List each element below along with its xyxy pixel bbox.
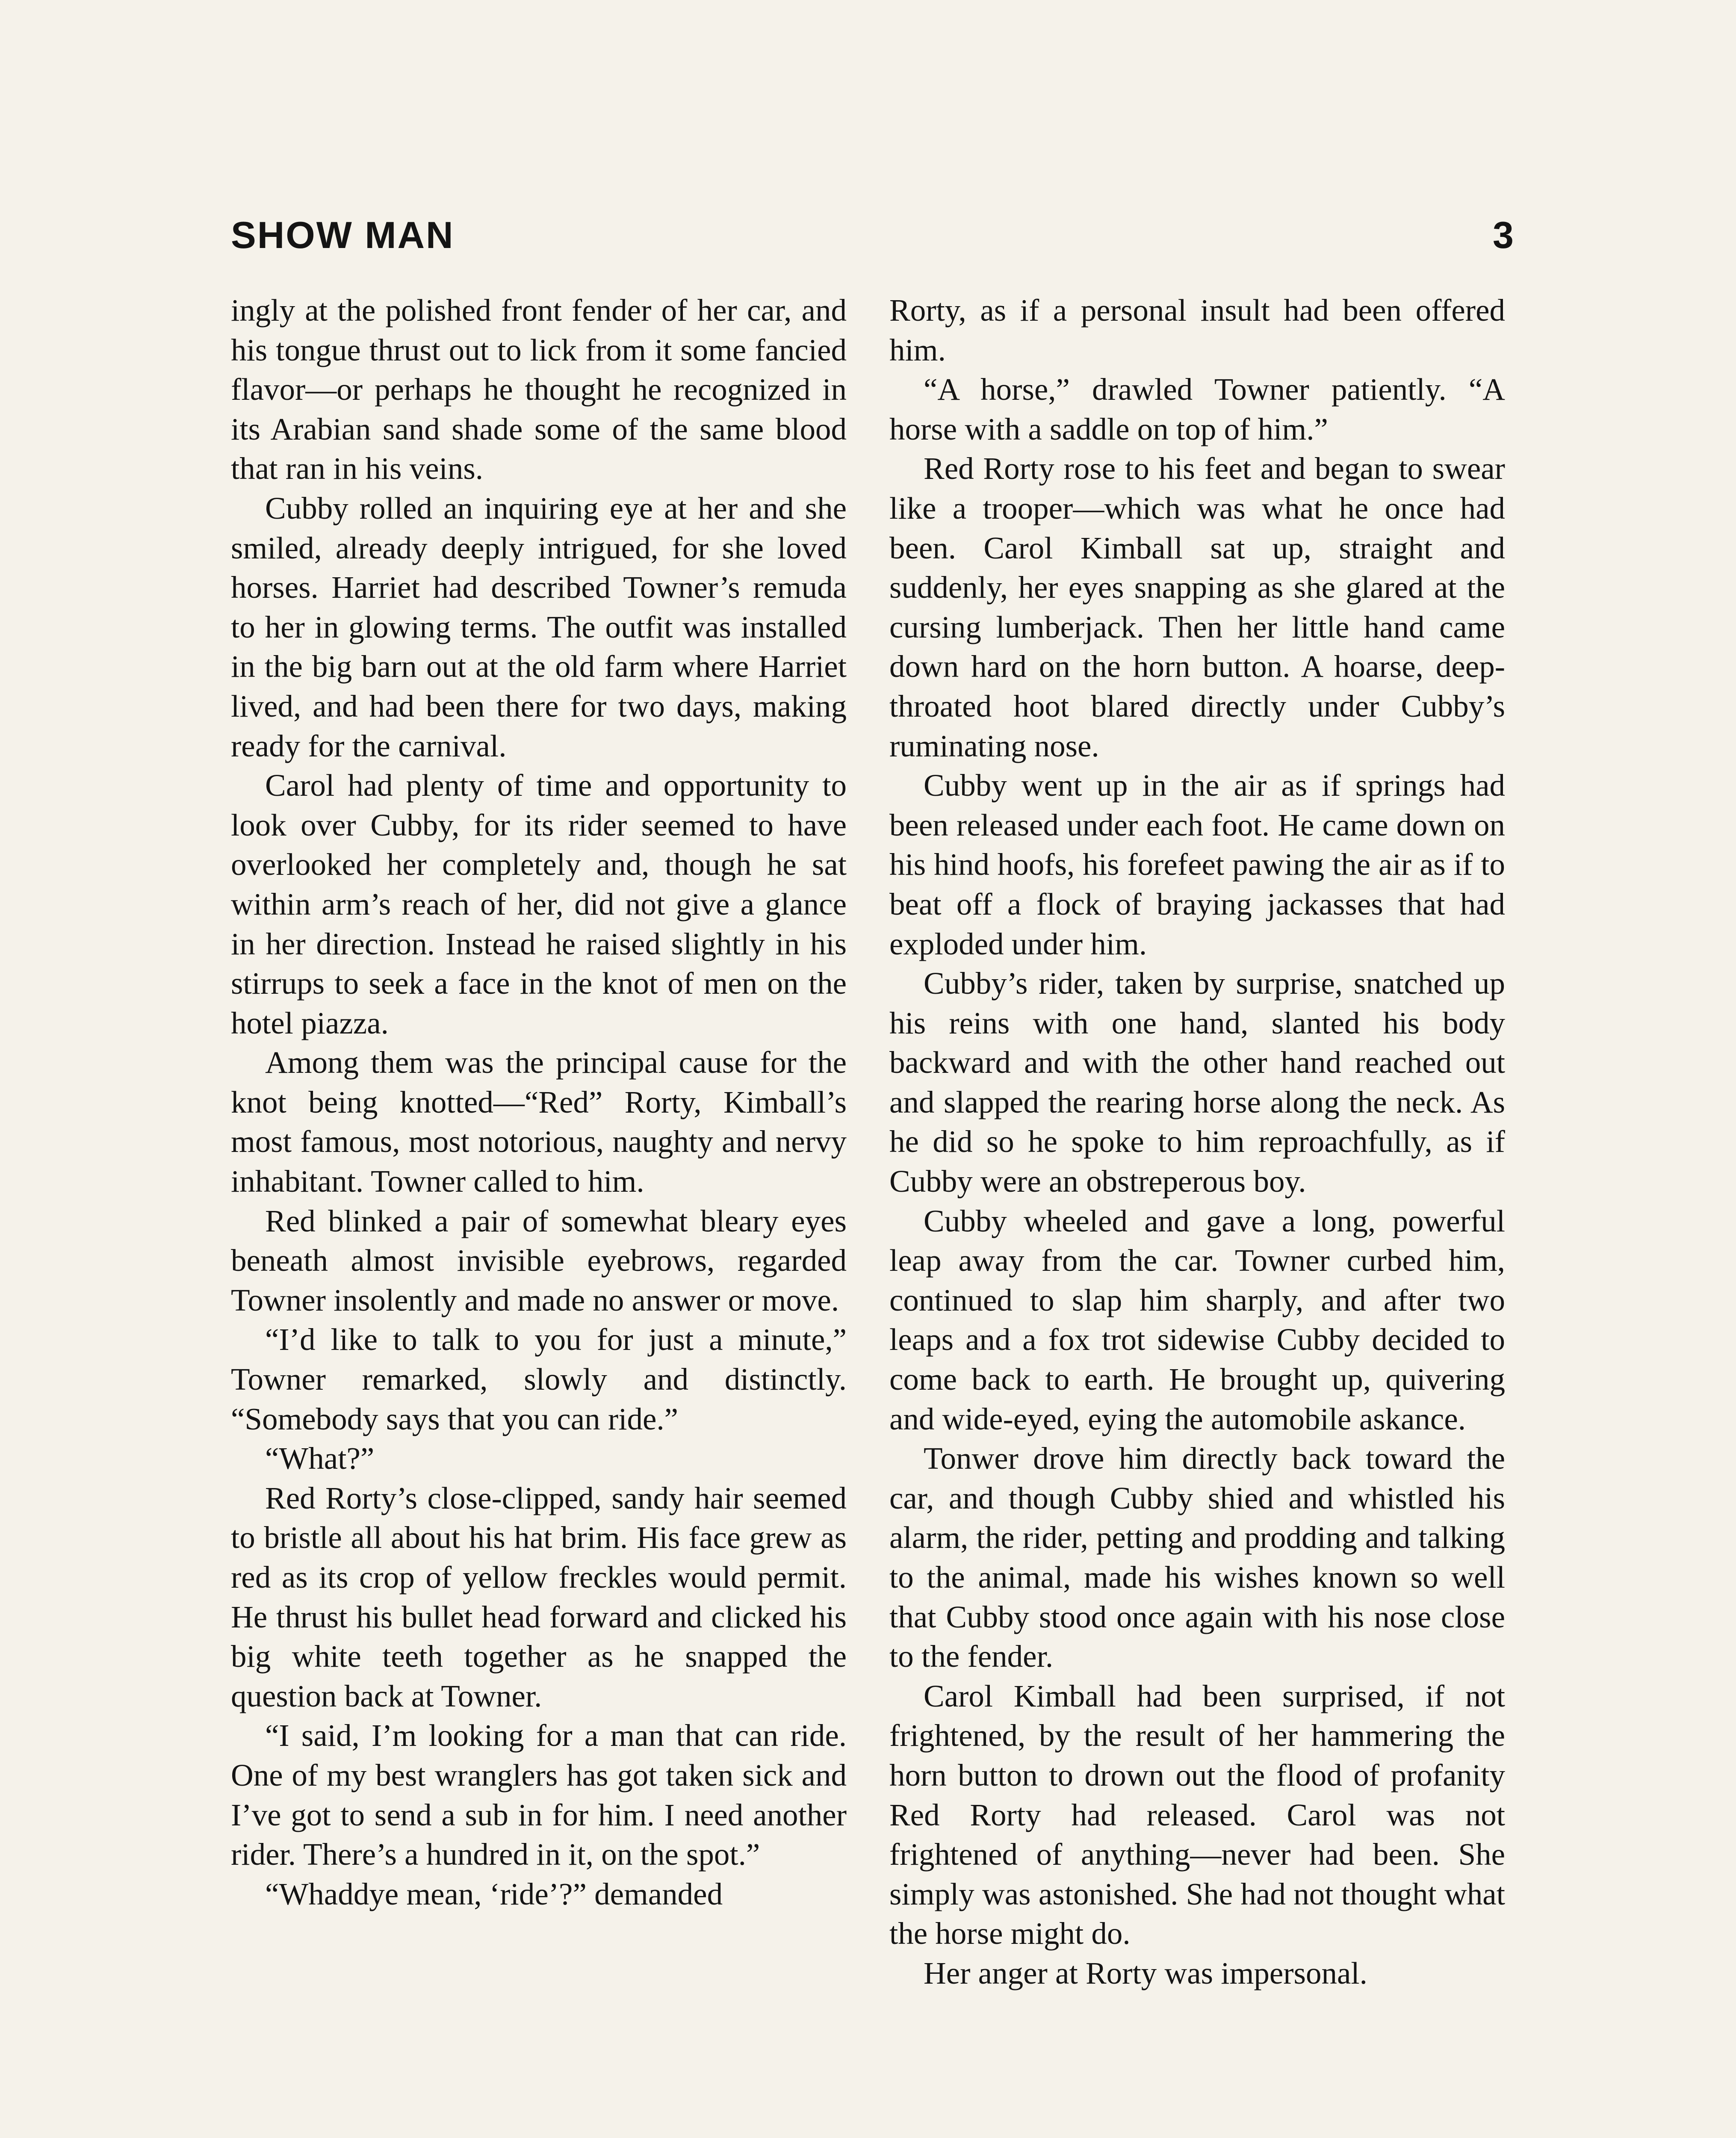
page-number: 3 xyxy=(1493,214,1514,256)
paragraph: “I’d like to talk to you for just a minute,” Towner remarked, slowly and distinctly. “Somebody says that you can ride.” xyxy=(231,1322,847,1436)
paragraph: Cubby’s rider, taken by surprise, snatched up his reins with one hand, slanted his body backward and with the other hand reached out and slapped the rearing horse along the neck. As he did so he spoke to him reproachfully, as if Cubby were an obstreperous boy. xyxy=(889,966,1505,1199)
paragraph: Cubby wheeled and gave a long, powerful leap away from the car. Towner curbed him, continued to slap him sharply, and after two leaps and a fox trot sidewise Cubby decided to come back to earth. He brought up, quivering and wide-eyed, eying the automobile askance. xyxy=(889,1203,1505,1436)
right-text-column xyxy=(889,291,1505,1993)
paragraph: Red Rorty’s close-clipped, sandy hair seemed to bristle all about his hat brim. His face grew as red as its crop of yellow freckles would permit. He thrust his bullet head forward and clicked his big white teeth together as he snapped the question back at Towner. xyxy=(231,1480,847,1713)
paragraph: “What?” xyxy=(265,1441,375,1476)
paragraph: Cubby rolled an inquiring eye at her and she smiled, already deeply intrigued, for she loved horses. Harriet had described Towner’s remuda to her in glowing terms. The outfit was installed in the big barn out at the old farm where Harriet lived, and had been there for two days, making ready for the carnival. xyxy=(231,490,847,763)
paragraph: Her anger at Rorty was impersonal. xyxy=(924,1955,1367,1990)
paragraph: “Whaddye mean, ‘ride’?” demanded xyxy=(265,1876,723,1911)
paragraph: Tonwer drove him directly back toward the car, and though Cubby shied and whistled his alarm, the rider, petting and prodding and talking to the animal, made his wishes known so well that Cubby stood once again with his nose close to the fender. xyxy=(889,1441,1505,1674)
paragraph: Red Rorty rose to his feet and began to swear like a trooper—which was what he once had been. Carol Kimball sat up, straight and suddenly, her eyes snapping as she glared at the cursing lumberjack. Then her little hand came down hard on the horn button. A hoarse, deep-throated hoot blared directly under Cubby’s ruminating nose. xyxy=(889,451,1505,763)
paragraph: ingly at the polished front fender of her car, and his tongue thrust out to lick from it some fancied flavor—or perhaps he thought he recognized in its Arabian sand shade some of the same blood that ran in his veins. xyxy=(231,293,847,486)
left-text-column xyxy=(231,291,847,1914)
paragraph: Red blinked a pair of somewhat bleary eyes beneath almost invisible eyebrows, regarded Towner insolently and made no answer or move. xyxy=(231,1203,847,1317)
paragraph: Carol Kimball had been surprised, if not frightened, by the result of her hammering the horn button to drown out the flood of profanity Red Rorty had released. Carol was not frightened of anything—never had been. She simply was astonished. She had not thought what the horse might do. xyxy=(889,1678,1505,1951)
paragraph: “I said, I’m looking for a man that can ride. One of my best wranglers has got taken sick and I’ve got to send a sub in for him. I need another rider. There’s a hundred in it, on the spot.” xyxy=(231,1718,847,1872)
paragraph: “A horse,” drawled Towner patiently. “A horse with a saddle on top of him.” xyxy=(889,372,1505,446)
running-head xyxy=(231,205,1514,265)
paragraph: Carol had plenty of time and opportunity to look over Cubby, for its rider seemed to have overlooked her completely and, though he sat within arm’s reach of her, did not give a glance in her direction. Instead he raised slightly in his stirrups to seek a face in the knot of men on the hotel piazza. xyxy=(231,768,847,1040)
paragraph: Cubby went up in the air as if springs had been released under each foot. He came down on his hind hoofs, his forefeet pawing the air as if to beat off a flock of braying jackasses that had exploded under him. xyxy=(889,768,1505,961)
paragraph: Among them was the principal cause for the knot being knotted—“Red” Rorty, Kimball’s most famous, most notorious, naughty and nervy inhabitant. Towner called to him. xyxy=(231,1045,847,1199)
running-title: SHOW MAN xyxy=(231,214,455,256)
paragraph: Rorty, as if a personal insult had been offered him. xyxy=(889,293,1505,367)
